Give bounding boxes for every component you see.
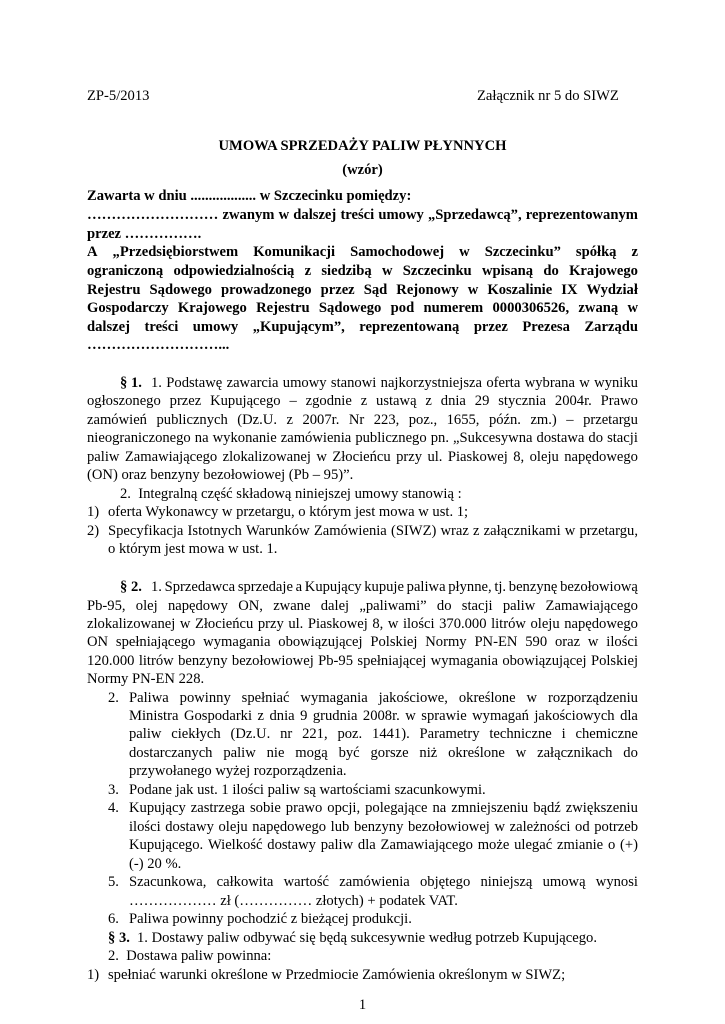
attachment-label: Załącznik nr 5 do SIWZ [477, 88, 619, 104]
list-item: Szacunkowa, całkowita wartość zamówienia objętego niniejszą umową wynosi [129, 874, 638, 890]
list-item: ilości dostawy oleju napędowego lub benzyny bezołowiowej w zależności od potrzeb [129, 819, 638, 835]
list-item: Kupujący zastrzega sobie prawo opcji, polegające na zmniejszeniu bądź zwiększeniu [129, 800, 638, 816]
list-item: Kupującego. Wielkość dostawy paliw dla Zamawiającego może ulegać zmianie o (+) [129, 837, 638, 853]
intro-line: Gospodarczy Krajowego Rejestru Sądowego pod numerem 0000306526, zwaną w [87, 300, 638, 316]
section-line: 120.000 litrów benzyny bezołowiowej Pb-95 spełniającej wymagania obowiązującej Polskiej [87, 653, 638, 669]
intro-line: A „Przedsiębiorstwem Komunikacji Samochodowej w Szczecinku” spółką z [87, 244, 638, 260]
intro-line: ……………………… zwanym w dalszej treści umowy „Sprzedawcą”, reprezentowanym [87, 207, 638, 223]
section-line: ogłoszonego przez Kupującego – zgodnie z ustawą z dnia 29 stycznia 2004r. Prawo [87, 393, 638, 409]
section-line: 2. Integralną część składową niniejszej umowy stanowią : [120, 486, 462, 502]
section-line: zamówień publicznych (Dz.U. z 2007r. Nr 223, poz., 1655, późn. zm.) – przetargu [87, 412, 638, 428]
section-mark: § 3. [108, 930, 130, 946]
list-item: przywołanego wyżej rozporządzenia. [129, 763, 347, 779]
list-item-number: 2) [87, 523, 100, 539]
section-line: (ON) oraz benzyny bezołowiowej (Pb – 95)”. [87, 467, 354, 483]
list-item: spełniać warunki określone w Przedmiocie Zamówienia określonym w SIWZ; [108, 967, 566, 983]
list-item-number: 6. [108, 911, 119, 927]
intro-line: przez ……………. [87, 226, 202, 242]
list-item-number: 4. [108, 800, 119, 816]
list-item-number: 5. [108, 874, 119, 890]
document-title: UMOWA SPRZEDAŻY PALIW PŁYNNYCH [218, 138, 507, 154]
intro-line: dalszej treści umowy „Kupującym”, reprezentowaną przez Prezesa Zarządu [87, 319, 638, 335]
section-line: 1. Sprzedawca sprzedaje a Kupujący kupuje paliwa płynne, tj. benzynę bezołowiową [151, 579, 638, 595]
section-line: 2. Dostawa paliw powinna: [108, 948, 272, 964]
section-line: ON spełniającego wymagania obowiązującej Polskiej Normy PN-EN 590 oraz w ilości [87, 634, 638, 650]
section-mark: § 1. [120, 375, 142, 391]
list-item: dostarczanych paliw nie mogą być gorsze niż określone w załącznikach do [129, 745, 638, 761]
list-item: Paliwa powinny pochodzić z bieżącej produkcji. [129, 911, 412, 927]
list-item: Podane jak ust. 1 ilości paliw są wartościami szacunkowymi. [129, 782, 486, 798]
section-line: Normy PN-EN 228. [87, 671, 205, 687]
section-mark: § 2. [120, 579, 142, 595]
intro-line: ograniczoną odpowiedzialnością z siedzibą w Szczecinku wpisaną do Krajowego [87, 263, 638, 279]
section-line: zlokalizowanej w Złocieńcu przy ul. Piaskowej 8, w ilości 370.000 litrów oleju napędowego [87, 616, 638, 632]
document-subtitle: (wzór) [342, 162, 383, 178]
page-number: 1 [358, 997, 367, 1013]
intro-line: Zawarta w dniu .................. w Szczecinku pomiędzy: [87, 188, 412, 204]
list-item: Specyfikacja Istotnych Warunków Zamówienia (SIWZ) wraz z załącznikami w przetargu, [108, 523, 638, 539]
list-item: oferta Wykonawcy w przetargu, o którym jest mowa w ust. 1; [108, 504, 469, 520]
list-item: (-) 20 %. [129, 856, 182, 872]
list-item-number: 2. [108, 690, 119, 706]
section-line: 1. Dostawy paliw odbywać się będą sukcesywnie według potrzeb Kupującego. [137, 930, 597, 946]
section-line: 1. Podstawę zawarcia umowy stanowi najkorzystniejsza oferta wybrana w wyniku [151, 375, 638, 391]
section-line: Pb-95, olej napędowy ON, zwane dalej „paliwami” do stacji paliw Zamawiającego [87, 598, 638, 614]
list-item-number: 1) [87, 967, 100, 983]
list-item: Ministra Gospodarki z dnia 9 grudnia 2008r. w sprawie wymagań jakościowych dla [129, 708, 638, 724]
intro-line: ………………………... [87, 337, 230, 353]
list-item: o którym jest mowa w ust. 1. [108, 541, 278, 557]
section-line: nieograniczonego na wykonanie zamówienia publicznego pn. „Sukcesywna dostawa do stacji [87, 430, 638, 446]
list-item: paliw ciekłych (Dz.U. nr 221, poz. 1441). Parametry techniczne i chemiczne [129, 726, 638, 742]
list-item-number: 3. [108, 782, 119, 798]
list-item: ……………… zł (…………… złotych) + podatek VAT. [129, 893, 458, 909]
section-line: paliw Zamawiającego zlokalizowanej w Złocieńcu przy ul. Piaskowej 8, oleju napędowego [87, 449, 638, 465]
document-reference: ZP-5/2013 [87, 88, 150, 104]
intro-line: Rejestru Sądowego prowadzonego przez Sąd Rejonowy w Koszalinie IX Wydział [87, 282, 638, 298]
list-item-number: 1) [87, 504, 100, 520]
list-item: Paliwa powinny spełniać wymagania jakościowe, określone w rozporządzeniu [129, 690, 638, 706]
